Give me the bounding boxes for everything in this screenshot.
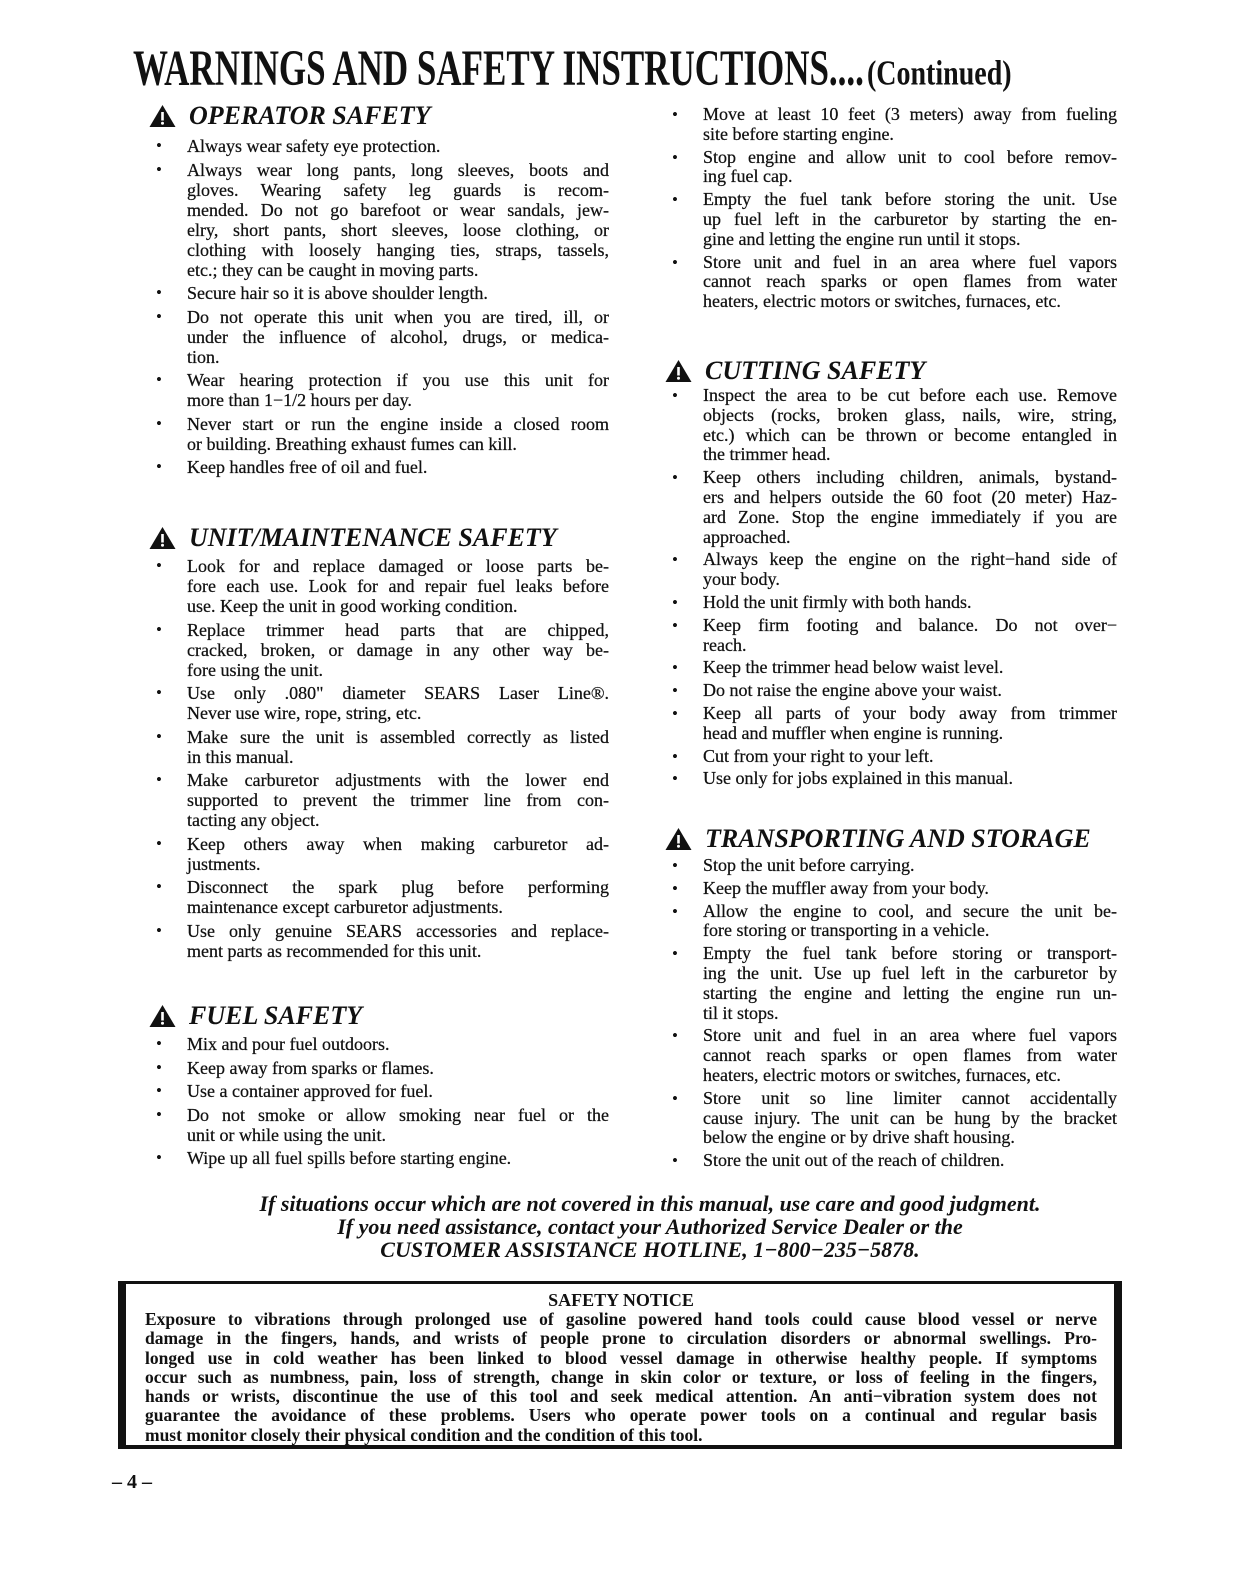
bullet-line: heaters, electric motors or switches, furnaces, etc.: [703, 1064, 1061, 1085]
bullet-item: [663, 1026, 1117, 1085]
bullet-line: • Wipe up all fuel spills before starting engine.: [187, 1148, 512, 1168]
bullet-line: • Store unit and fuel in an area where fuel vapors: [703, 251, 1117, 272]
bullet-line: more than 1−1/2 hours per day.: [187, 390, 412, 410]
bullet-line: below the engine or by drive shaft housing.: [703, 1127, 1015, 1148]
warning-triangle-icon: [149, 104, 176, 128]
safety-notice-line: guarantee the avoidance of these problems. Users who operate power tools on a continual and regular basis: [145, 1405, 1097, 1426]
bullet-line: tion.: [187, 346, 220, 367]
bullet-item: [147, 1034, 609, 1054]
bullet-line: • Empty the fuel tank before storing the unit. Use: [703, 189, 1117, 210]
bullet-line: site before starting engine.: [703, 123, 894, 144]
bullet-line: • Wear hearing protection if you use this unit for: [187, 370, 609, 390]
bullet-item: [663, 550, 1117, 590]
bullet-line: • Make sure the unit is assembled correctly as listed: [187, 726, 609, 747]
bullet-item: [663, 856, 1117, 876]
bullet-item: [147, 556, 609, 616]
page-number: – 4 –: [112, 1471, 152, 1493]
warning-triangle-icon: [665, 827, 692, 851]
bullet-item: [663, 769, 1117, 789]
section-heading: [149, 523, 557, 553]
bullet-line: • Do not operate this unit when you are tired, ill, or: [187, 306, 609, 327]
bullet-line: maintenance except carburetor adjustments.: [187, 897, 503, 917]
bullet-line: under the influence of alcohol, drugs, or medica-: [187, 326, 609, 347]
bullet-line: • Empty the fuel tank before storing or transport-: [703, 943, 1117, 964]
bullet-line: the trimmer head.: [703, 444, 831, 465]
section-heading: [149, 101, 431, 131]
bullet-line: • Keep the muffler away from your body.: [703, 877, 989, 898]
bullet-item: [147, 770, 609, 830]
bullet-line: cannot reach sparks or open flames from water: [703, 1045, 1117, 1066]
bullet-item: [147, 414, 609, 454]
bullet-line: Never use wire, rope, string, etc.: [187, 703, 422, 723]
bullet-line: • Use only genuine SEARS accessories and replace-: [187, 920, 609, 941]
bullet-line: heaters, electric motors or switches, furnaces, etc.: [703, 291, 1061, 312]
warning-triangle-icon: [149, 1004, 176, 1028]
section-heading-text: FUEL SAFETY: [189, 1001, 363, 1030]
bullet-list: [147, 136, 609, 477]
bullet-item: [663, 944, 1117, 1023]
bullet-item: [147, 1081, 609, 1101]
bullet-item: [663, 704, 1117, 744]
bullet-line: • Keep away from sparks or flames.: [187, 1057, 434, 1078]
bullet-line: • Keep firm footing and balance. Do not over−: [703, 614, 1117, 635]
bullet-line: • Allow the engine to cool, and secure the unit be-: [703, 900, 1117, 921]
bullet-line: til it stops.: [703, 1002, 779, 1023]
bullet-item: [147, 727, 609, 767]
bullet-item: [663, 658, 1117, 678]
bullet-item: [663, 253, 1117, 312]
bullet-item: [147, 370, 609, 410]
bullet-line: cracked, broken, or damage in any other way be-: [187, 639, 609, 660]
bullet-item: [147, 136, 609, 156]
bullet-line: • Stop the unit before carrying.: [703, 855, 915, 875]
bullet-line: ing fuel cap.: [703, 166, 793, 187]
title-main: WARNINGS AND SAFETY INSTRUCTIONS....: [133, 39, 864, 97]
safety-notice-box: [118, 1281, 1122, 1449]
bullet-line: justments.: [187, 853, 261, 874]
bullet-item: [147, 307, 609, 367]
bullet-line: starting the engine and letting the engine run un-: [703, 982, 1117, 1003]
bullet-line: elry, short pants, short sleeves, loose clothing, or: [187, 219, 609, 240]
note-line: If situations occur which are not covered in this manual, use care and good judgment.: [259, 1191, 1041, 1216]
bullet-line: objects (rocks, broken glass, nails, wire, string,: [703, 404, 1117, 425]
bullet-item: [663, 468, 1117, 547]
bullet-item: [147, 1148, 609, 1168]
bullet-line: • Keep handles free of oil and fuel.: [187, 457, 428, 477]
bullet-line: fore storing or transporting in a vehicle.: [703, 920, 990, 941]
bullet-item: [147, 1058, 609, 1078]
safety-notice-line: Exposure to vibrations through prolonged use of gasoline powered hand tools could cause blood vessel or nerve: [145, 1309, 1097, 1329]
bullet-line: fore using the unit.: [187, 659, 323, 680]
bullet-item: [663, 616, 1117, 656]
bullet-list: [663, 386, 1117, 789]
bullet-line: • Disconnect the spark plug before performing: [187, 877, 609, 897]
bullet-line: • Stop engine and allow unit to cool before remov-: [703, 146, 1117, 167]
bullet-line: in this manual.: [187, 746, 294, 767]
bullet-line: up fuel left in the carburetor by starting the en-: [703, 208, 1117, 229]
bullet-line: • Use a container approved for fuel.: [187, 1081, 433, 1101]
bullet-item: [147, 834, 609, 874]
bullet-item: [663, 902, 1117, 942]
bullet-line: use. Keep the unit in good working condition.: [187, 596, 518, 616]
bullet-line: ers and helpers outside the 60 foot (20 meter) Haz-: [703, 486, 1117, 507]
bullet-item: [147, 620, 609, 680]
bullet-item: [663, 1089, 1117, 1148]
bullet-line: • Keep others away when making carburetor ad-: [187, 833, 609, 854]
bullet-line: supported to prevent the trimmer line from con-: [187, 790, 609, 810]
title-continued: (Continued): [866, 54, 1012, 94]
bullet-line: ing the unit. Use up fuel left in the carburetor by: [703, 962, 1117, 983]
bullet-line: unit or while using the unit.: [187, 1124, 386, 1145]
bullet-item: [147, 683, 609, 723]
bullet-line: your body.: [703, 569, 780, 590]
warning-triangle-icon: [665, 359, 692, 383]
bullet-line: • Replace trimmer head parts that are chipped,: [187, 619, 609, 640]
section-heading-text: TRANSPORTING AND STORAGE: [705, 824, 1091, 853]
bullet-item: [663, 593, 1117, 613]
bullet-item: [147, 283, 609, 303]
bullet-line: • Keep others including children, animals, bystand-: [703, 467, 1117, 488]
bullet-line: mended. Do not go barefoot or wear sandals, jew-: [187, 199, 609, 220]
bullet-line: • Keep all parts of your body away from trimmer: [703, 702, 1117, 723]
bullet-item: [663, 105, 1117, 145]
bullet-line: • Do not smoke or allow smoking near fuel or the: [187, 1104, 609, 1125]
bullet-line: • Always wear safety eye protection.: [187, 136, 441, 156]
bullet-line: ard Zone. Stop the engine immediately if you are: [703, 506, 1117, 527]
bullet-line: etc.; they can be caught in moving parts.: [187, 259, 479, 280]
bullet-item: [663, 386, 1117, 465]
bullet-item: [147, 1105, 609, 1145]
bullet-line: cannot reach sparks or open flames from water: [703, 271, 1117, 292]
bullet-line: ment parts as recommended for this unit.: [187, 940, 482, 961]
bullet-line: • Keep the trimmer head below waist level.: [703, 657, 1004, 678]
bullet-line: reach.: [703, 634, 747, 655]
bullet-line: • Do not raise the engine above your waist.: [703, 680, 1002, 701]
bullet-line: • Mix and pour fuel outdoors.: [187, 1034, 390, 1054]
bullet-item: [147, 160, 609, 280]
assistance-note: [130, 1192, 1170, 1261]
bullet-line: fore each use. Look for and repair fuel leaks before: [187, 576, 609, 596]
safety-notice-line: longed use in cold weather has been linked to blood vessel damage in otherwise healthy people. If symptoms: [145, 1347, 1097, 1368]
bullet-line: • Cut from your right to your left.: [703, 745, 934, 766]
section-heading-text: CUTTING SAFETY: [705, 356, 926, 385]
bullet-line: etc.) which can be thrown or become entangled in: [703, 424, 1117, 445]
bullet-item: [663, 148, 1117, 188]
bullet-line: • Look for and replace damaged or loose parts be-: [187, 556, 609, 576]
safety-notice-line: must monitor closely their physical condition and the condition of this tool.: [145, 1424, 703, 1445]
safety-notice-line: damage in the fingers, hands, and wrists of people prone to circulation disorders or abnormal swellings. Pro-: [145, 1328, 1097, 1349]
bullet-line: • Make carburetor adjustments with the lower end: [187, 770, 609, 790]
section-heading: [149, 1001, 362, 1031]
bullet-line: • Never start or run the engine inside a closed room: [187, 413, 609, 434]
bullet-line: • Always wear long pants, long sleeves, boots and: [187, 159, 609, 180]
bullet-line: • Move at least 10 feet (3 meters) away from fueling: [703, 104, 1117, 124]
section-heading: [665, 356, 925, 386]
section-heading-text: UNIT/MAINTENANCE SAFETY: [189, 523, 557, 552]
bullet-line: or building. Breathing exhaust fumes can kill.: [187, 433, 517, 454]
bullet-item: [147, 877, 609, 917]
bullet-item: [147, 457, 609, 477]
warning-triangle-icon: [149, 526, 176, 550]
bullet-line: • Always keep the engine on the right−hand side of: [703, 549, 1117, 570]
bullet-line: • Hold the unit firmly with both hands.: [703, 591, 972, 612]
bullet-list: [663, 856, 1117, 1171]
note-line: If you need assistance, contact your Authorized Service Dealer or the: [337, 1214, 963, 1239]
bullet-line: approached.: [703, 526, 791, 547]
bullet-line: gine and letting the engine run until it stops.: [703, 228, 1021, 249]
safety-notice-line: hands or wrists, discontinue the use of this tool and seek medical attention. An anti−vibration system does not: [145, 1386, 1097, 1407]
bullet-line: head and muffler when engine is running.: [703, 722, 1004, 743]
bullet-item: [663, 747, 1117, 767]
bullet-line: gloves. Wearing safety leg guards is recom-: [187, 179, 609, 200]
bullet-line: tacting any object.: [187, 810, 320, 830]
bullet-item: [663, 190, 1117, 249]
bullet-item: [663, 879, 1117, 899]
bullet-line: • Use only for jobs explained in this manual.: [703, 768, 1013, 789]
bullet-line: • Store unit and fuel in an area where fuel vapors: [703, 1025, 1117, 1046]
bullet-line: clothing with loosely hanging ties, straps, tassels,: [187, 239, 609, 260]
bullet-line: • Store unit so line limiter cannot accidentally: [703, 1087, 1117, 1108]
bullet-item: [663, 1151, 1117, 1171]
bullet-line: • Store the unit out of the reach of children.: [703, 1150, 1005, 1171]
bullet-line: • Secure hair so it is above shoulder length.: [187, 283, 488, 303]
bullet-list: [147, 556, 609, 961]
bullet-list: [663, 105, 1117, 312]
bullet-list: [147, 1034, 609, 1168]
safety-notice-title: SAFETY NOTICE: [548, 1290, 694, 1310]
bullet-line: • Inspect the area to be cut before each use. Remove: [703, 385, 1117, 405]
section-heading: [665, 824, 1091, 854]
bullet-line: cause injury. The unit can be hung by the bracket: [703, 1107, 1117, 1128]
bullet-item: [663, 681, 1117, 701]
bullet-item: [147, 921, 609, 961]
note-line: CUSTOMER ASSISTANCE HOTLINE, 1−800−235−5878.: [380, 1237, 920, 1262]
bullet-line: • Use only .080" diameter SEARS Laser Line®.: [187, 683, 609, 703]
section-heading-text: OPERATOR SAFETY: [189, 101, 431, 130]
safety-notice-line: occur such as numbness, pain, loss of strength, change in skin color or texture, or loss of feeling in the fingers,: [145, 1366, 1097, 1387]
